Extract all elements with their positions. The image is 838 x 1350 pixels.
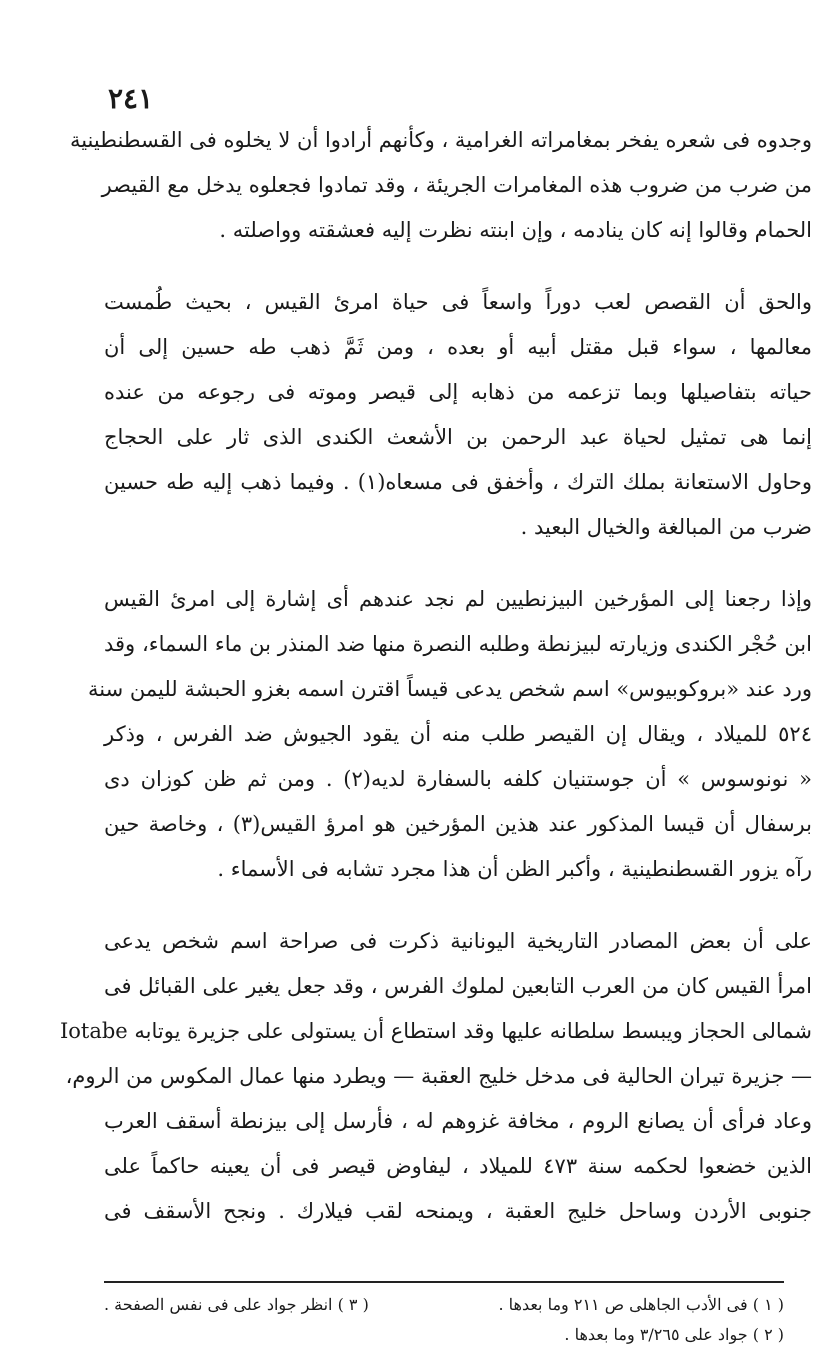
- text-line: وحاول الاستعانة بملك الترك ، وأخفق فى مسعاه(١) . وفيما ذهب إليه طه حسين: [104, 470, 812, 494]
- text-line: ابن حُجْر الكندى وزيارته لبيزنطة وطلبه النصرة منها ضد المنذر بن ماء السماء، وقد: [104, 632, 812, 656]
- text-line: جنوبى الأردن وساحل خليج العقبة ، ويمنحه لقب فيلارك . ونجح الأسقف فى: [104, 1199, 812, 1223]
- text-line: ورد عند «بروكوبيوس» اسم شخص يدعى قيساً اقترن اسمه بغزو الحبشة لليمن سنة: [88, 677, 812, 701]
- text-line: « نونوسوس » أن جوستنيان كلفه بالسفارة لديه(٢) . ومن ثم ظن كوزان دى: [104, 767, 812, 791]
- text-line: الذين خضعوا لحكمه سنة ٤٧٣ للميلاد ، ليفاوض قيصر فى أن يعينه حاكماً على: [104, 1154, 812, 1178]
- text-line: حياته بتفاصيلها وبما تزعمه من ذهابه إلى قيصر وموته فى رجوعه من عنده: [104, 380, 812, 404]
- footnote-3: ( ٣ ) انظر جواد على فى نفس الصفحة .: [104, 1295, 369, 1314]
- paragraph-4: [59, 919, 812, 1234]
- text-line: ٥٢٤ للميلاد ، ويقال إن القيصر طلب منه أن يقود الجيوش ضد الفرس ، وذكر: [104, 722, 812, 746]
- paragraph-3: [88, 577, 812, 892]
- footnote-divider: [104, 1281, 784, 1283]
- text-line: ضرب من المبالغة والخيال البعيد .: [520, 515, 812, 539]
- text-line: امرأ القيس كان من العرب التابعين لملوك الفرس ، وقد جعل يغير على القبائل فى: [104, 974, 812, 998]
- text-line: على أن بعض المصادر التاريخية اليونانية ذكرت فى صراحة اسم شخص يدعى: [104, 929, 812, 953]
- text-line: من ضرب من ضروب هذه المغامرات الجريئة ، وقد تمادوا فجعلوه يدخل مع القيصر: [101, 173, 812, 197]
- body-text: [59, 118, 812, 1261]
- text-line: إنما هى تمثيل لحياة عبد الرحمن بن الأشعث الكندى الذى ثار على الحجاج: [104, 425, 812, 449]
- footnote-1: ( ١ ) فى الأدب الجاهلى ص ٢١١ وما بعدها .: [498, 1295, 784, 1314]
- text-line: رآه يزور القسطنطينية ، وأكبر الظن أن هذا مجرد تشابه فى الأسماء .: [217, 857, 812, 881]
- text-line: — جزيرة تيران الحالية فى مدخل خليج العقبة — ويطرد منها عمال المكوس من الروم،: [65, 1064, 812, 1088]
- text-line: الحمام وقالوا إنه كان ينادمه ، وإن ابنته نظرت إليه فعشقته وواصلته .: [219, 218, 812, 242]
- footnotes: [104, 1290, 784, 1350]
- text-line: شمالى الحجاز ويبسط سلطانه عليها وقد استطاع أن يستولى على جزيرة يوتابه Iotabe: [59, 1019, 812, 1043]
- page-number: ٢٤١: [108, 82, 154, 115]
- footnote-row: [104, 1290, 784, 1320]
- text-line: معالمها ، سواء قبل مقتل أبيه أو بعده ، ومن ثَمَّ ذهب طه حسين إلى أن: [104, 335, 812, 359]
- text-line: برسفال أن قيسا المذكور عند هذين المؤرخين هو امرؤ القيس(٣) ، وخاصة حين: [104, 812, 812, 836]
- footnote-2: ( ٢ ) جواد على ٣/٢٦٥ وما بعدها .: [564, 1325, 784, 1344]
- paragraph-2: [104, 280, 812, 550]
- text-line: وجدوه فى شعره يفخر بمغامراته الغرامية ، وكأنهم أرادوا أن لا يخلوه فى القسطنطينية: [69, 128, 812, 152]
- text-line: والحق أن القصص لعب دوراً واسعاً فى حياة امرئ القيس ، بحيث طُمست: [104, 290, 812, 314]
- paragraph-1: [69, 118, 812, 253]
- text-line: وعاد فرأى أن يصانع الروم ، مخافة غزوهم له ، فأرسل إلى بيزنطة أسقف العرب: [104, 1109, 812, 1133]
- text-line: وإذا رجعنا إلى المؤرخين البيزنطيين لم نجد عندهم أى إشارة إلى امرئ القيس: [104, 587, 812, 611]
